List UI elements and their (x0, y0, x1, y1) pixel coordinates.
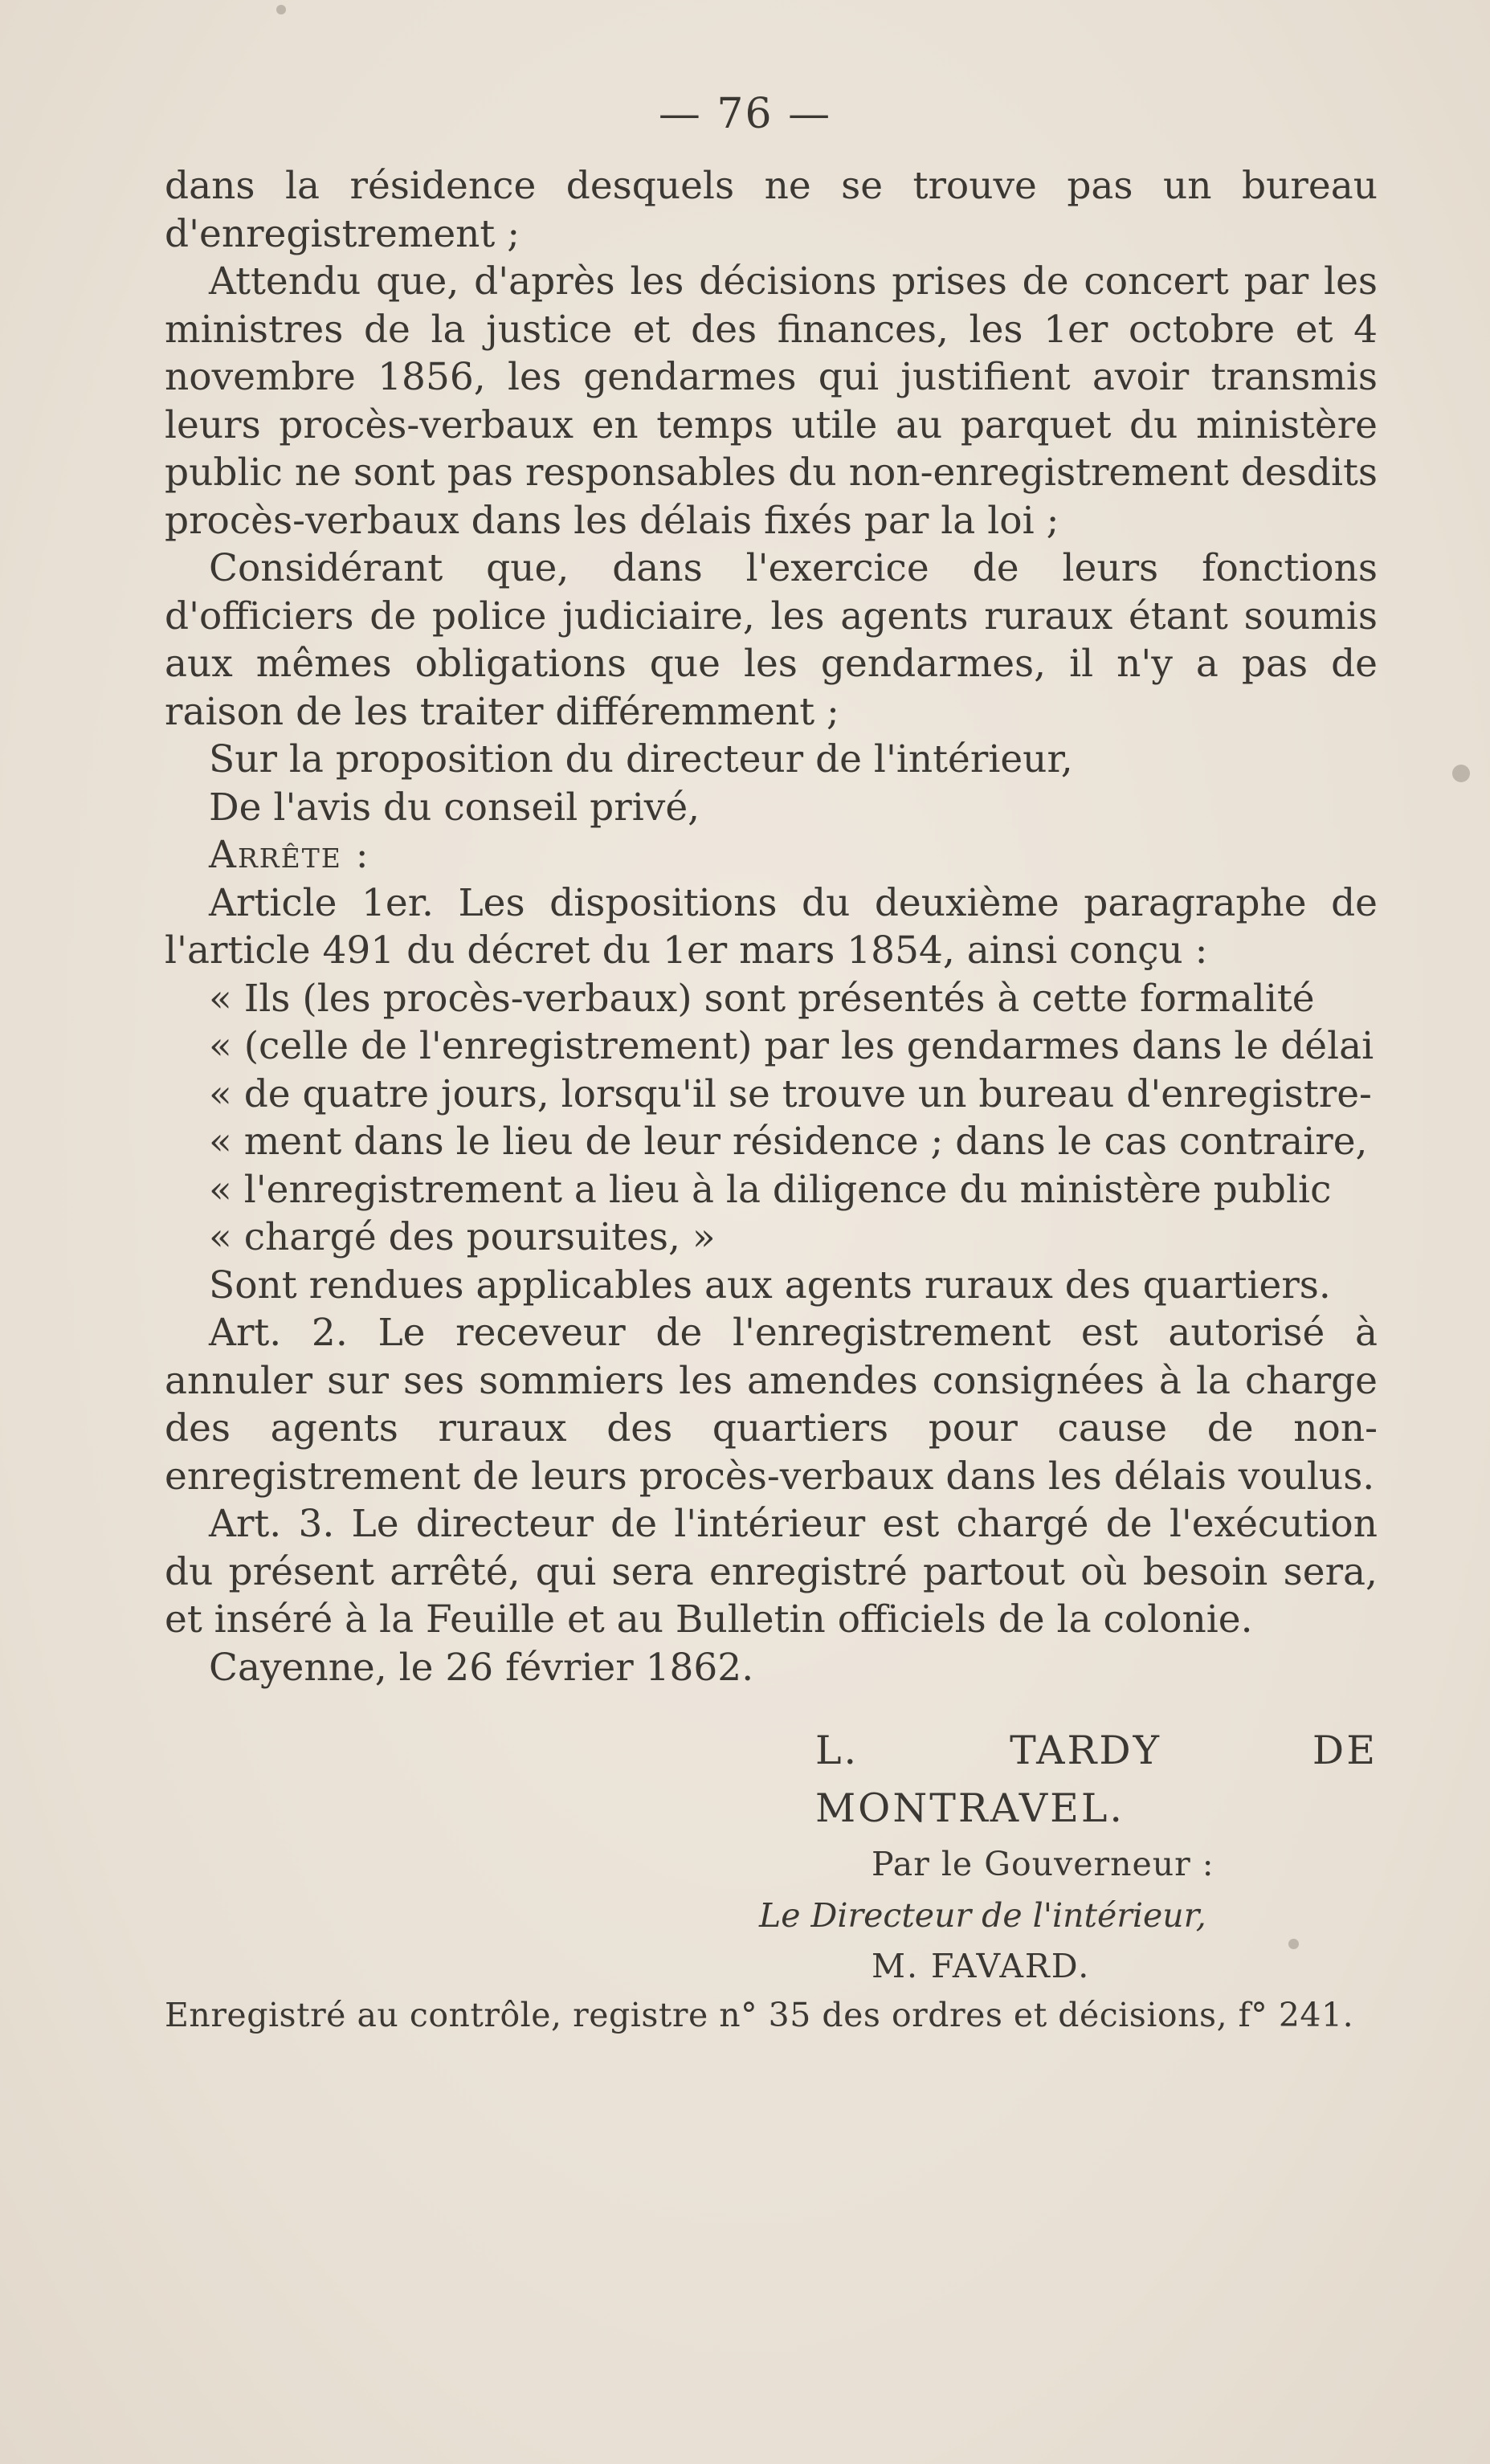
paragraph-attendu: Attendu que, d'après les décisions prises de concert par les ministres de la justice et des finances, les 1er octobre et 4 novembre 1856, les gendarmes qui justifient avoir transmis leurs procès-verbaux en temps utile au parquet du ministère public ne sont pas responsables du non-enregistrement desdits procès-verbaux dans les délais fixés par la loi ; (165, 259, 1378, 543)
paper-speck (1288, 1939, 1299, 1949)
quoted-provision (165, 975, 1378, 1262)
page-number: — 76 — (658, 90, 832, 138)
quote-line: « (celle de l'enregistrement) par les gendarmes dans le délai (209, 1024, 1374, 1068)
article-3: Art. 3. Le directeur de l'intérieur est chargé de l'exécution du présent arrêté, qui sera enregistré partout où besoin sera, et inséré à la Feuille et au Bulletin officiels de la colonie. (165, 1502, 1378, 1642)
paragraph-avis: De l'avis du conseil privé, (209, 785, 700, 830)
quote-line: « chargé des poursuites, » (209, 1215, 716, 1259)
quote-line: « de quatre jours, lorsqu'il se trouve un bureau d'enregistre- (209, 1071, 1372, 1116)
director-role: Le Directeur de l'intérieur, (759, 1896, 1206, 1935)
body-text (165, 162, 1378, 2040)
paragraph-considerant: Considérant que, dans l'exercice de leurs fonctions d'officiers de police judiciaire, les agents ruraux étant soumis aux mêmes obligations que les gendarmes, il n'y a pas de raison de les traiter différemment ; (165, 546, 1378, 734)
paragraph-continued: dans la résidence desquels ne se trouve pas un bureau d'enregistrement ; (165, 164, 1378, 256)
quote-line: « l'enregistrement a lieu à la diligence du ministère public (209, 1167, 1332, 1212)
article-1: Article 1er. Les dispositions du deuxième paragraphe de l'article 491 du décret du 1er mars 1854, ainsi conçu : (165, 880, 1378, 973)
governor-name: L. TARDY DE MONTRAVEL. (815, 1728, 1378, 1831)
by-governor: Par le Gouverneur : (872, 1845, 1214, 1883)
signature-block (165, 1722, 1378, 1992)
date-place: Cayenne, le 26 février 1862. (209, 1645, 754, 1690)
registration-note: Enregistré au contrôle, registre n° 35 des ordres et décisions, f° 241. (165, 1996, 1354, 2034)
paragraph-proposition: Sur la proposition du directeur de l'intérieur, (209, 737, 1073, 781)
paper-speck (276, 5, 286, 14)
director-name: M. FAVARD. (872, 1947, 1091, 1985)
article-2: Art. 2. Le receveur de l'enregistrement est autorisé à annuler sur ses sommiers les amendes consignées à la charge des agents ruraux des quartiers pour cause de non-enregistrement de leurs procès-verbaux dans les délais voulus. (165, 1311, 1378, 1499)
quote-line: « Ils (les procès-verbaux) sont présentés à cette formalité (209, 976, 1315, 1021)
quote-line: « ment dans le lieu de leur résidence ; dans le cas contraire, (209, 1120, 1368, 1164)
heading-arrete: Arrête : (209, 833, 370, 877)
paper-speck (1452, 765, 1470, 782)
paragraph-applicables: Sont rendues applicables aux agents ruraux des quartiers. (209, 1263, 1331, 1307)
